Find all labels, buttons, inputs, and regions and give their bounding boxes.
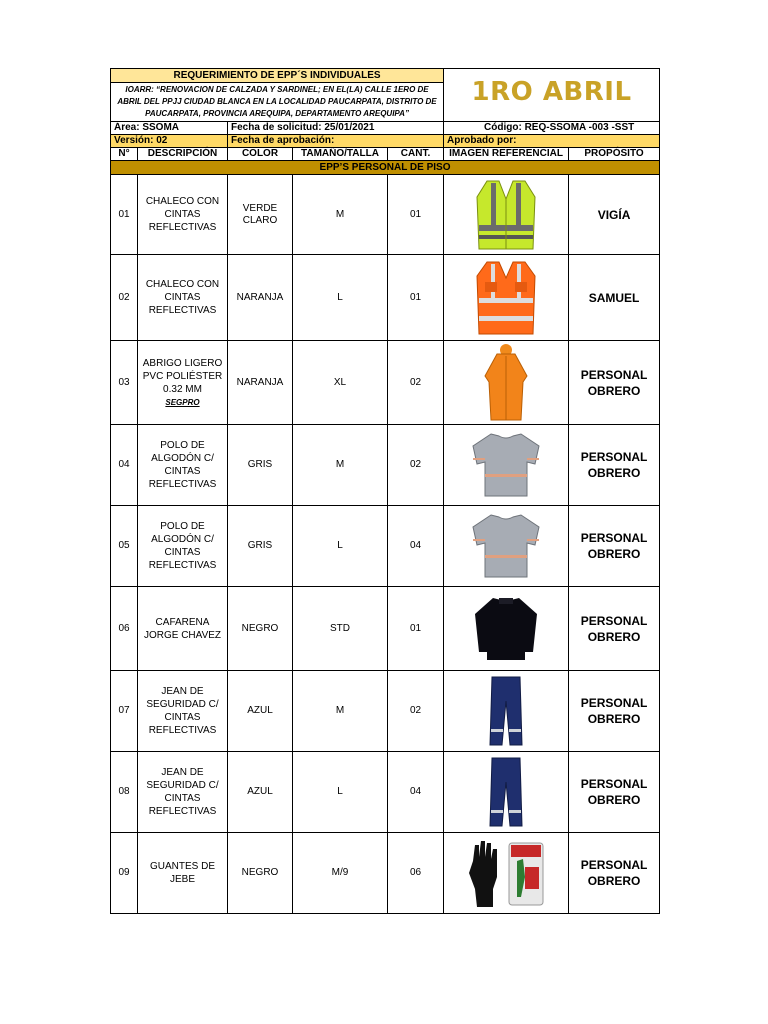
item-image <box>444 506 569 587</box>
item-number: 01 <box>111 175 138 255</box>
request-date-label: Fecha de solicitud: 25/01/2021 <box>228 122 444 135</box>
approved-by-label: Aprobado por: <box>444 135 660 148</box>
col-header-purpose: PROPÓSITO <box>569 148 660 161</box>
epp-table <box>110 68 660 914</box>
item-color: NEGRO <box>228 587 293 671</box>
item-color: AZUL <box>228 671 293 752</box>
item-number: 03 <box>111 341 138 425</box>
item-quantity: 02 <box>388 671 444 752</box>
col-header-quantity: CANT. <box>388 148 444 161</box>
raincoat-orange-icon <box>481 342 531 424</box>
item-number: 09 <box>111 833 138 914</box>
item-description: CAFARENA JORGE CHAVEZ <box>138 587 228 671</box>
col-header-description: DESCRIPCIÓN <box>138 148 228 161</box>
item-description: CHALECO CON CINTAS REFLECTIVAS <box>138 255 228 341</box>
item-description: CHALECO CON CINTAS REFLECTIVAS <box>138 175 228 255</box>
vest-orange-icon <box>473 258 539 338</box>
table-row <box>111 833 660 914</box>
table-body <box>111 175 660 914</box>
item-color: NEGRO <box>228 833 293 914</box>
item-purpose: VIGÍA <box>569 175 660 255</box>
table-row <box>111 255 660 341</box>
item-color: NARANJA <box>228 255 293 341</box>
item-image <box>444 833 569 914</box>
item-image <box>444 752 569 833</box>
item-description: POLO DE ALGODÓN C/ CINTAS REFLECTIVAS <box>138 506 228 587</box>
item-image <box>444 341 569 425</box>
table-row <box>111 425 660 506</box>
item-description: JEAN DE SEGURIDAD C/ CINTAS REFLECTIVAS <box>138 671 228 752</box>
item-purpose: PERSONAL OBRERO <box>569 587 660 671</box>
vest-green-icon <box>473 177 539 253</box>
item-description: GUANTES DE JEBE <box>138 833 228 914</box>
item-image <box>444 587 569 671</box>
version-label: Versión: 02 <box>111 135 228 148</box>
table-row <box>111 752 660 833</box>
item-purpose: PERSONAL OBRERO <box>569 833 660 914</box>
item-quantity: 01 <box>388 175 444 255</box>
document-title: REQUERIMIENTO DE EPP´S INDIVIDUALES <box>111 69 444 83</box>
item-quantity: 02 <box>388 341 444 425</box>
item-description: POLO DE ALGODÓN C/ CINTAS REFLECTIVAS <box>138 425 228 506</box>
item-purpose: PERSONAL OBRERO <box>569 671 660 752</box>
item-size: M <box>293 671 388 752</box>
approval-date-label: Fecha de aprobación: <box>228 135 444 148</box>
table-row <box>111 175 660 255</box>
table-row <box>111 506 660 587</box>
item-number: 08 <box>111 752 138 833</box>
item-purpose: PERSONAL OBRERO <box>569 752 660 833</box>
item-number: 02 <box>111 255 138 341</box>
item-size: L <box>293 752 388 833</box>
item-description: ABRIGO LIGERO PVC POLIÉSTER 0.32 MM SEGPRO <box>138 341 228 425</box>
project-description: IOARR: “RENOVACION DE CALZADA Y SARDINEL; EN EL(LA) CALLE 1ERO DE ABRIL DEL PPJJ CIUDAD BLANCA EN LA LOCALIDAD PAUCARPATA, DISTRITO DE PAUCARPATA, PROVINCIA AREQUIPA, DEPARTAMENTO AREQUIPA” <box>111 83 444 122</box>
item-number: 06 <box>111 587 138 671</box>
item-size: M <box>293 175 388 255</box>
gloves-black-icon <box>463 837 549 909</box>
col-header-size: TAMAÑO/TALLA <box>293 148 388 161</box>
site-name: 1RO ABRIL <box>444 69 660 122</box>
item-number: 05 <box>111 506 138 587</box>
item-size: STD <box>293 587 388 671</box>
section-band: EPP’S PERSONAL DE PISO <box>111 161 660 175</box>
area-label: Área: SSOMA <box>111 122 228 135</box>
item-number: 07 <box>111 671 138 752</box>
item-quantity: 06 <box>388 833 444 914</box>
item-number: 04 <box>111 425 138 506</box>
item-size: M <box>293 425 388 506</box>
item-quantity: 01 <box>388 255 444 341</box>
item-purpose: PERSONAL OBRERO <box>569 425 660 506</box>
epp-request-sheet <box>110 68 659 914</box>
col-header-number: N° <box>111 148 138 161</box>
item-quantity: 02 <box>388 425 444 506</box>
item-quantity: 01 <box>388 587 444 671</box>
item-color: GRIS <box>228 506 293 587</box>
table-row <box>111 587 660 671</box>
item-color: AZUL <box>228 752 293 833</box>
item-quantity: 04 <box>388 506 444 587</box>
table-row <box>111 341 660 425</box>
item-image <box>444 425 569 506</box>
item-color: VERDE CLARO <box>228 175 293 255</box>
col-header-color: COLOR <box>228 148 293 161</box>
item-image <box>444 671 569 752</box>
sweater-black-icon <box>471 594 541 664</box>
jeans-blue-icon <box>486 756 526 828</box>
col-header-image: IMAGEN REFERENCIAL <box>444 148 569 161</box>
item-size: M/9 <box>293 833 388 914</box>
item-quantity: 04 <box>388 752 444 833</box>
item-image <box>444 175 569 255</box>
item-description: JEAN DE SEGURIDAD C/ CINTAS REFLECTIVAS <box>138 752 228 833</box>
item-size: L <box>293 255 388 341</box>
shirt-gray-icon <box>471 511 541 581</box>
item-image <box>444 255 569 341</box>
item-color: GRIS <box>228 425 293 506</box>
item-purpose: PERSONAL OBRERO <box>569 341 660 425</box>
shirt-gray-icon <box>471 430 541 500</box>
table-row <box>111 671 660 752</box>
item-size: XL <box>293 341 388 425</box>
item-color: NARANJA <box>228 341 293 425</box>
code-label: Código: REQ-SSOMA -003 -SST <box>444 122 660 135</box>
item-purpose: SAMUEL <box>569 255 660 341</box>
item-purpose: PERSONAL OBRERO <box>569 506 660 587</box>
jeans-blue-icon <box>486 675 526 747</box>
item-size: L <box>293 506 388 587</box>
